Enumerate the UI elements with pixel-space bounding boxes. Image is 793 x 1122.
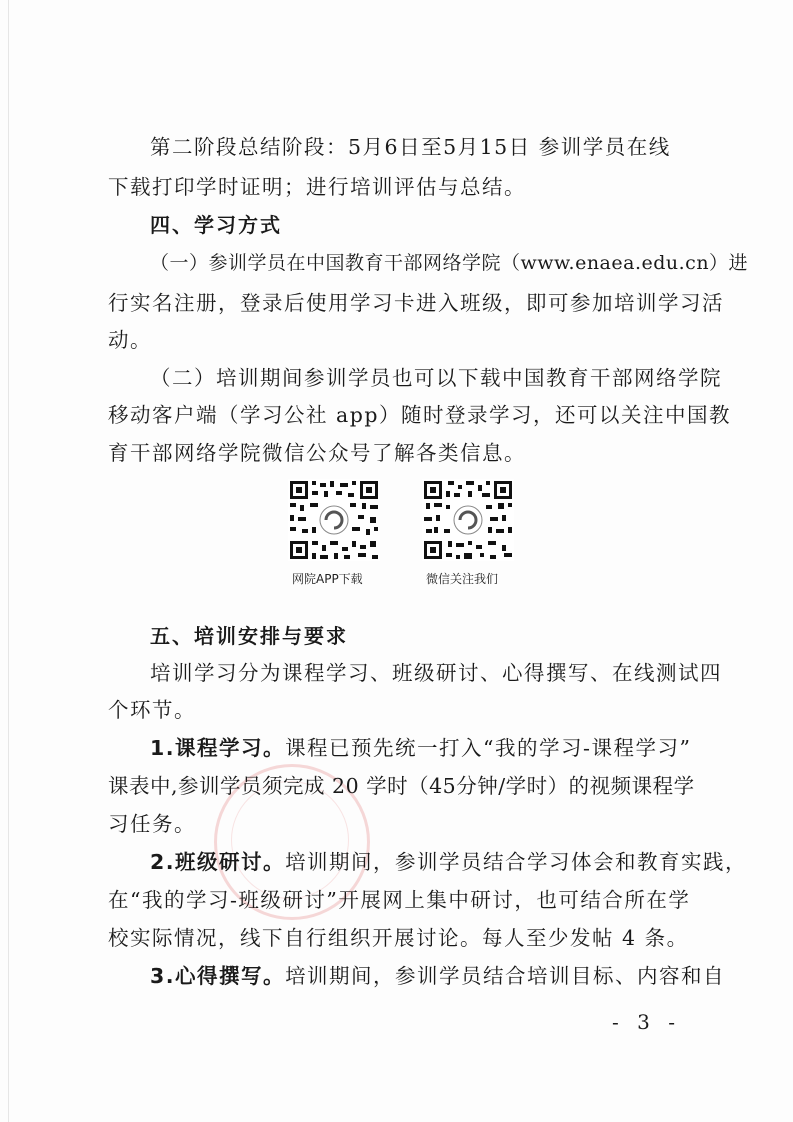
paragraph-line: 育干部网络学院微信公众号了解各类信息。 — [108, 441, 526, 465]
paragraph-line: （一）参训学员在中国教育干部网络学院（www.enaea.edu.cn）进 — [150, 252, 749, 274]
item-heading-course-study: 1.课程学习。 — [150, 736, 286, 760]
qr-code-app-download-icon — [288, 479, 380, 561]
paragraph-line: 个环节。 — [108, 698, 196, 722]
section-heading-training-arrangement: 五、培训安排与要求 — [150, 624, 348, 648]
item-text: 课程已预先统一打入“我的学习-课程学习” — [285, 736, 692, 760]
paragraph-line: 移动客户端（学习公社 app）随时登录学习，还可以关注中国教 — [108, 403, 731, 427]
paragraph-line: 习任务。 — [108, 812, 196, 836]
qr-code-wechat-follow-icon — [422, 479, 514, 561]
paragraph-line — [150, 959, 730, 993]
paragraph-line: 行实名注册，登录后使用学习卡进入班级，即可参加培训学习活 — [108, 291, 724, 315]
paragraph-line — [150, 731, 730, 765]
paragraph-line: 培训学习分为课程学习、班级研讨、心得撰写、在线测试四 — [150, 661, 722, 685]
paragraph-line: （二）培训期间参训学员也可以下载中国教育干部网络学院 — [150, 366, 722, 390]
paragraph-line: 下载打印学时证明；进行培训评估与总结。 — [108, 175, 526, 199]
item-text: 培训期间，参训学员结合学习体会和教育实践， — [285, 850, 748, 874]
paragraph-line: 在“我的学习-班级研讨”开展网上集中研讨，也可结合所在学 — [108, 888, 691, 912]
paragraph-line: 课表中,参训学员须完成 20 学时（45分钟/学时）的视频课程学 — [108, 774, 695, 798]
scan-edge — [8, 0, 9, 1122]
paragraph-line: 校实际情况，线下自行组织开展讨论。每人至少发帖 4 条。 — [108, 926, 689, 950]
qr-caption-app-download: 网院APP下载 — [292, 572, 363, 586]
paragraph-line: 第二阶段总结阶段：5月6日至5月15日 参训学员在线 — [150, 135, 671, 159]
item-text: 培训期间，参训学员结合培训目标、内容和自 — [285, 964, 726, 988]
item-heading-reflection-writing: 3.心得撰写。 — [150, 964, 286, 988]
section-heading-study-method: 四、学习方式 — [150, 213, 282, 237]
paragraph-line: 动。 — [108, 328, 152, 352]
item-heading-class-discussion: 2.班级研讨。 — [150, 850, 286, 874]
page-number: - 3 - — [612, 1010, 681, 1034]
qr-caption-wechat-follow: 微信关注我们 — [426, 572, 499, 586]
paragraph-line — [150, 845, 748, 879]
